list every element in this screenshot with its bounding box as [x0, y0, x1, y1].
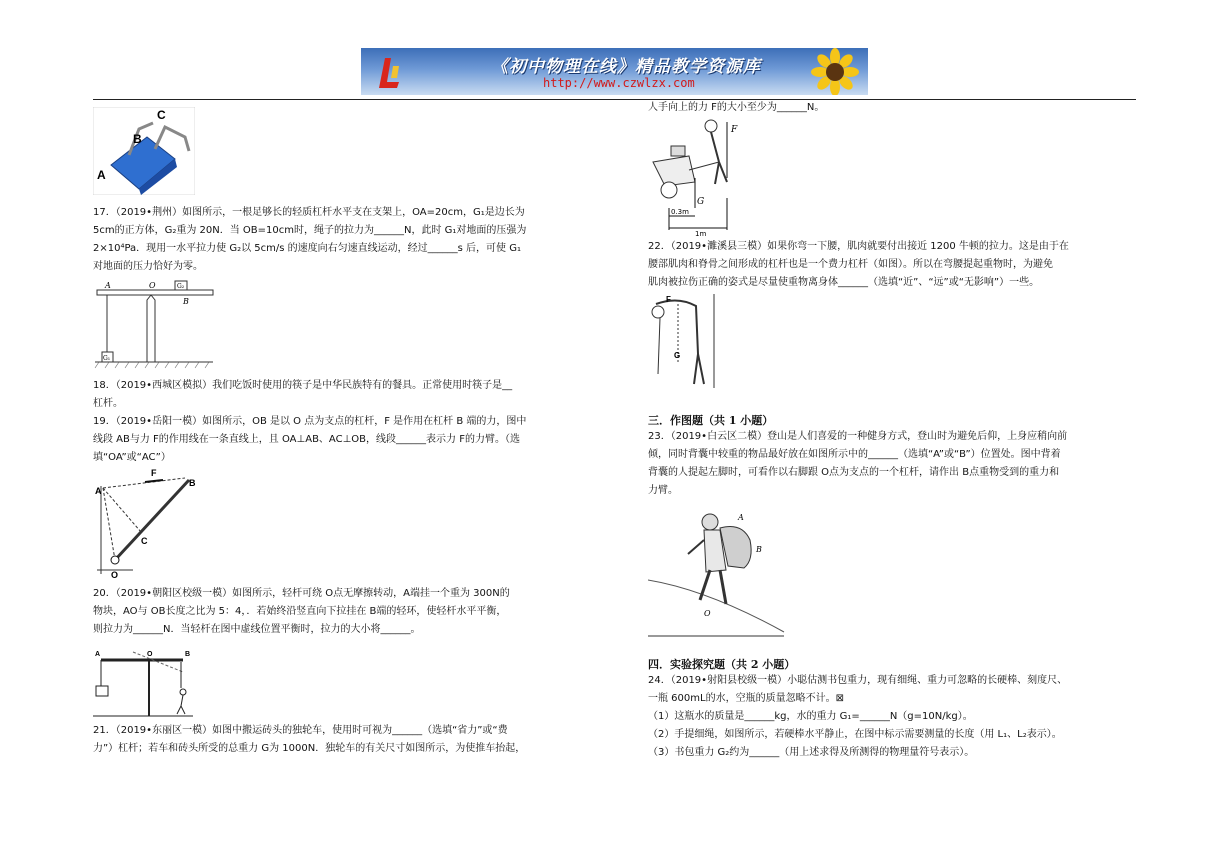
lever-obf-figure [93, 466, 215, 580]
q21-line-1: 21．（2019•东丽区一模）如图中搬运砖头的独轮车，使用时可视为______（选填“省力”或“费 [93, 725, 508, 736]
q17-line-4: 对地面的压力恰好为零。 [93, 261, 203, 272]
q20-line-3: 则拉力为______N．当轻杆在图中虚线位置平衡时，拉力的大小将______。 [93, 624, 421, 635]
q17-line-2: 5cm的正方体，G₂重为 20N．当 OB=10cm时，绳子的拉力为______N，此时 G₁对地面的压强为 [93, 225, 527, 236]
q19-line-3: 填“OA”或“AC”） [93, 452, 171, 463]
header-rule [93, 99, 1136, 100]
cart-label-g: G [697, 197, 705, 207]
bending-person-figure [648, 294, 716, 388]
bend-label-g: G [674, 351, 681, 360]
q17-line-3: 2×10⁴Pa．现用一水平拉力使 G₂以 5cm/s 的速度向右匀速直线运动，经过______s 后，可使 G₁ [93, 243, 521, 254]
q23-line-3: 背囊的人提起左脚时，可看作以右脚跟 O点为支点的一个杠杆，请作出 B点重物受到的重力和 [648, 467, 1060, 478]
q17-line-1: 17．（2019•荆州）如图所示，一根足够长的轻质杠杆水平支在支架上，OA=20cm，G₁是边长为 [93, 207, 525, 218]
q19-label-b: B [189, 478, 196, 488]
binder-clip-figure [93, 107, 195, 195]
binder-label-b: B [133, 132, 142, 146]
header-banner [361, 48, 868, 95]
site-logo-icon [369, 52, 409, 92]
q22-line-2: 腰部肌肉和脊骨之间形成的杠杆也是一个费力杠杆（如图）。所以在弯腰提起重物时，为避免 [648, 259, 1053, 270]
q20-label-a: A [95, 651, 101, 658]
q20-line-2: 物块，AO与 OB长度之比为 5：4，．若始终沿竖直向下拉挂在 B端的轻环，使轻杆水平平衡， [93, 606, 507, 617]
q20-label-b: B [185, 651, 191, 658]
cart-label-1m: 1m [695, 230, 707, 238]
q17-label-b: B [183, 297, 189, 306]
sunflower-icon [801, 48, 868, 95]
q23-line-1: 23．（2019•白云区二模）登山是人们喜爱的一种健身方式，登山时为避免后仰，上身应稍向前 [648, 431, 1068, 442]
q19-label-c: C [141, 536, 148, 546]
section-4-title: 四．实验探究题（共 2 小题） [648, 658, 796, 671]
wheelbarrow-figure [645, 118, 765, 238]
q24-line-2: 一瓶 600mL的水，空瓶的质量忽略不计。⊠ [648, 693, 844, 704]
q24-line-4: （2）手提细绳，如图所示，若硬棒水平静止，在图中标示需要测量的长度（用 L₁、L₂表示）。 [648, 729, 1062, 740]
cart-label-f: F [731, 125, 738, 135]
q22-line-3: 肌肉被拉伤正确的姿式是尽量使重物离身体______（选填“近”、“远”或“无影响”）一些。 [648, 277, 1040, 288]
hiker-figure [648, 500, 786, 638]
bend-label-f: F [666, 295, 671, 304]
q24-line-3: （1）这瓶水的质量是______kg，水的重力 G₁=______N（g=10N/kg）。 [648, 711, 973, 722]
q19-label-o: O [111, 570, 119, 580]
lever-pulling-figure [93, 642, 195, 718]
q24-line-1: 24．（2019•射阳县校级一模）小聪估测书包重力，现有细绳、重力可忽略的长硬棒、刻度尺、 [648, 675, 1068, 686]
hiker-label-o: O [704, 609, 711, 618]
hiker-label-a: A [738, 513, 744, 522]
q18-line-2: 杠杆。 [93, 398, 123, 409]
q23-line-4: 力臂。 [648, 485, 678, 496]
binder-label-a: A [97, 168, 106, 182]
lever-g1-g2-figure [93, 278, 218, 370]
cart-label-03m: 0.3m [671, 208, 689, 216]
q17-label-g2: G₂ [177, 283, 185, 290]
hiker-label-b: B [756, 545, 762, 554]
q21-line-2: 力”）杠杆；若车和砖头所受的总重力 G为 1000N．独轮车的有关尺寸如图所示，为使推车抬起， [93, 743, 526, 754]
q20-line-1: 20．（2019•朝阳区校级一模）如图所示，轻杆可绕 O点无摩擦转动，A端挂一个重为 300N的 [93, 588, 510, 599]
banner-url[interactable]: http://www.czwlzx.com [543, 76, 695, 90]
q19-line-2: 线段 AB与力 F的作用线在一条直线上，且 OA⊥AB、AC⊥OB，线段______表示力 F的力臂。（选 [93, 434, 520, 445]
q19-label-a: A [95, 486, 102, 496]
q23-line-2: 倾，同时背囊中较重的物品最好放在如图所示中的______（选填“A”或“B”）位置处。图中背着 [648, 449, 1061, 460]
q17-label-o: O [149, 281, 156, 290]
q17-label-a: A [105, 281, 111, 290]
q19-line-1: 19．（2019•岳阳一模）如图所示，OB 是以 O 点为支点的杠杆，F 是作用在杠杆 B 端的力，图中 [93, 416, 527, 427]
q19-label-f: F [151, 468, 157, 478]
q21-line-3: 人手向上的力 F的大小至少为______N。 [648, 102, 825, 113]
binder-label-c: C [157, 108, 166, 122]
q22-line-1: 22．（2019•濉溪县三模）如果你弯一下腰，肌肉就要付出接近 1200 牛顿的拉力。这是由于在 [648, 241, 1069, 252]
section-3-title: 三．作图题（共 1 小题） [648, 414, 774, 427]
q17-label-g1: G₁ [103, 355, 111, 362]
q18-line-1: 18．（2019•西城区模拟）我们吃饭时使用的筷子是中华民族特有的餐具。正常使用时筷子是__ [93, 380, 513, 391]
q24-line-5: （3）书包重力 G₂约为______（用上述求得及所测得的物理量符号表示）。 [648, 747, 975, 758]
banner-title: 《初中物理在线》精品教学资源库 [491, 57, 761, 77]
q20-label-o: O [147, 651, 153, 658]
